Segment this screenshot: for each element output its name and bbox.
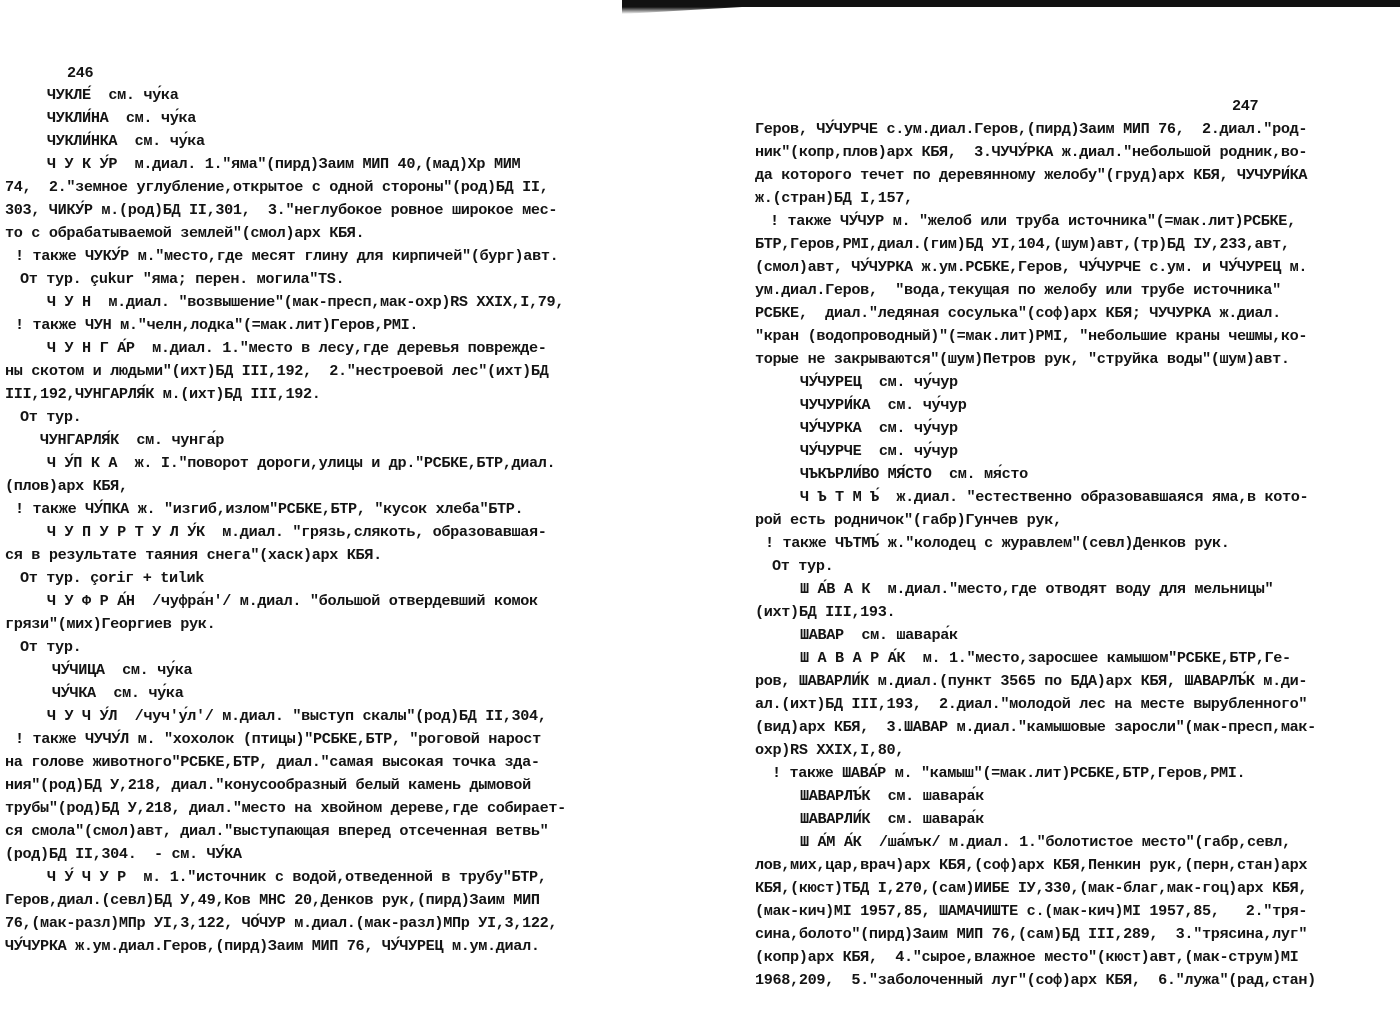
text-line: ! также ЧУКУ́Р м."место,где месят глину для кирпичей"(бург)авт. xyxy=(15,247,559,265)
text-line: Ч У Н м.диал. "возвышение"(мак-пресп,мак-охр)RS XXIX,I,79, xyxy=(47,293,565,311)
text-line: ЧЪКЪРЛИ́ВО МЯ́СТО см. мя́сто xyxy=(800,465,1028,483)
text-line: ния"(род)БД У,218, диал."конусообразный белый камень дымовой xyxy=(5,776,531,794)
text-line: ЧУ́ЧУРКА ж.ум.диал.Геров,(пирд)Заим МИП 76, ЧУ́ЧУРЕЦ м.ум.диал. xyxy=(5,937,540,955)
text-line: Геров,диал.(севл)БД У,49,Ков МНС 20,Денков рук,(пирд)Заим МИП xyxy=(5,891,540,909)
text-line: ЧУЧУРИ́КА см. чу́чур xyxy=(800,396,967,414)
text-line: ров, ШАВАРЛИ́К м.диал.(пункт 3565 по БДА)арх КБЯ, ШАВАРЛЪ́К м.ди- xyxy=(755,672,1308,690)
text-line: ! также ЧУН м."челн,лодка"(=мак.лит)Геров,РМI. xyxy=(15,316,419,334)
text-line: ! также ЧУ́ЧУР м. "желоб или труба источника"(=мак.лит)РСБКЕ, xyxy=(770,212,1296,230)
text-line: Ч Ъ Т М Ъ́ ж.диал. "естественно образовавшаяся яма,в кото- xyxy=(800,488,1309,506)
text-line: грязи"(мих)Георгиев рук. xyxy=(5,615,216,633)
text-line: Ч У́ Ч У Р м. 1."источник с водой,отведенной в трубу"БТР, xyxy=(47,868,547,886)
text-line: (ихт)БД III,193. xyxy=(755,603,896,621)
text-line: ЧУ́ЧКА см. чу́ка xyxy=(52,684,184,702)
text-line: ЧУ́ЧУРКА см. чу́чур xyxy=(800,419,958,437)
text-line: трубы"(род)БД У,218, диал."место на хвойном дереве,где собирает- xyxy=(5,799,566,817)
text-line: то с обрабатываемой землей"(смол)арх КБЯ. xyxy=(5,224,365,242)
page-number-left: 246 xyxy=(67,64,94,82)
text-line: ШАВАРЛИ́К см. шавара́к xyxy=(800,810,985,828)
text-line: сина,болото"(пирд)Заим МИП 76,(сам)БД III,289, 3."трясина,луг" xyxy=(755,925,1308,943)
text-line: КБЯ,(кюст)ТБД I,270,(сам)ИИБЕ IУ,330,(мак-благ,мак-гоц)арх КБЯ, xyxy=(755,879,1308,897)
text-line: 76,(мак-разл)МПр УI,3,122, ЧО́ЧУР м.диал.(мак-разл)МПр УI,3,122, xyxy=(5,914,558,932)
text-line: (смол)авт, ЧУ́ЧУРКА ж.ум.РСБКЕ,Геров, ЧУ́ЧУРЧЕ с.ум. и ЧУ́ЧУРЕЦ м. xyxy=(755,258,1308,276)
text-line: (вид)арх КБЯ, 3.ШАВАР м.диал."камышовые заросли"(мак-пресп,мак- xyxy=(755,718,1316,736)
text-line: ум.диал.Геров, "вода,текущая по желобу или трубе источника" xyxy=(755,281,1281,299)
text-line: ж.(стран)БД I,157, xyxy=(755,189,913,207)
text-line: ! также ЧУ́ПКА ж. "изгиб,излом"РСБКЕ,БТР, "кусок хлеба"БТР. xyxy=(15,500,524,518)
text-line: Ш А́М А́К /ша́мък/ м.диал. 1."болотистое место"(габр,севл, xyxy=(800,833,1291,851)
text-line: Ч У́П К А ж. I."поворот дороги,улицы и др."РСБКЕ,БТР,диал. xyxy=(47,454,556,472)
text-line: ЧУ́ЧУРЧЕ см. чу́чур xyxy=(800,442,958,460)
text-line: ЧУНГАРЛЯ́К см. чунга́р xyxy=(40,431,225,449)
text-line: От тур. xyxy=(20,638,82,656)
text-line: охр)RS XXIX,I,80, xyxy=(755,741,904,759)
left-page xyxy=(0,0,622,955)
text-line: (мак-кич)МI 1957,85, ШАМАЧИШТЕ с.(мак-кич)МI 1957,85, 2."тря- xyxy=(755,902,1308,920)
text-line: ЧУКЛЕ́ см. чу́ка xyxy=(47,86,179,104)
text-line: ЧУКЛИ́НА см. чу́ка xyxy=(47,109,196,127)
text-line: Геров, ЧУ́ЧУРЧЕ с.ум.диал.Геров,(пирд)Заим МИП 76, 2.диал."род- xyxy=(755,120,1308,138)
text-line: ся в результате таяния снега"(хаск)арх КБЯ. xyxy=(5,546,382,564)
text-line: да которого течет по деревянному желобу"(груд)арх КБЯ, ЧУЧУРИ́КА xyxy=(755,166,1308,184)
text-line: Ш А́В А К м.диал."место,где отводят воду для мельницы" xyxy=(800,580,1274,598)
text-line: Ч У К У́Р м.диал. 1."яма"(пирд)Заим МИП 40,(мад)Хр МИМ xyxy=(47,155,521,173)
text-line: (плов)арх КБЯ, xyxy=(5,477,128,495)
text-line: Ш А В А Р А́К м. 1."место,заросшее камышом"РСБКЕ,БТР,Ге- xyxy=(800,649,1291,667)
text-line: Ч У Н Г А́Р м.диал. 1."место в лесу,где деревья поврежде- xyxy=(47,339,547,357)
text-line: 1968,209, 5."заболоченный луг"(соф)арх КБЯ, 6."лужа"(рад,стан) xyxy=(755,971,1316,989)
text-line: 74, 2."земное углубление,открытое с одной стороны"(род)БД II, xyxy=(5,178,549,196)
text-line: "кран (водопроводный)"(=мак.лит)РМI, "небольшие краны чешмы,ко- xyxy=(755,327,1308,345)
text-line: БТР,Геров,РМI,диал.(гим)БД УI,104,(шум)авт,(тр)БД IУ,233,авт, xyxy=(755,235,1290,253)
text-line: ЧУ́ЧУРЕЦ см. чу́чур xyxy=(800,373,958,391)
text-line: Ч У Ч У́Л /чуч'у́л'/ м.диал. "выступ скалы"(род)БД II,304, xyxy=(47,707,547,725)
text-line: От тур. çoriг + tиlиk xyxy=(20,569,205,587)
text-line: Ч У П У Р Т У Л У́К м.диал. "грязь,слякоть, образовавшая- xyxy=(47,523,547,541)
text-line: ал.(ихт)БД III,193, 2.диал."молодой лес на месте вырубленного" xyxy=(755,695,1308,713)
text-line: (род)БД II,304. - см. ЧУ́КА xyxy=(5,845,242,863)
text-line: Ч У Ф Р А́Н /чуфра́н'/ м.диал. "большой отвердевший комок xyxy=(47,592,538,610)
text-line: торые не закрываются"(шум)Петров рук, "струйка воды"(шум)авт. xyxy=(755,350,1290,368)
text-line: ! также ЧЪТМЪ́ ж."колодец с журавлем"(севл)Денков рук. xyxy=(765,534,1230,552)
text-line: (копр)арх КБЯ, 4."сырое,влажное место"(кюст)авт,(мак-струм)МI xyxy=(755,948,1299,966)
text-line: ся смола"(смол)авт, диал."выступающая вперед отсеченная ветвь" xyxy=(5,822,549,840)
text-line: ЧУКЛИ́НКА см. чу́ка xyxy=(47,132,205,150)
text-line: ЧУ́ЧИЦА см. чу́ка xyxy=(52,661,193,679)
text-line: III,192,ЧУНГАРЛЯ́К м.(ихт)БД III,192. xyxy=(5,385,321,403)
page-number-right: 247 xyxy=(1232,97,1259,115)
text-line: РСБКЕ, диал."ледяная сосулька"(соф)арх КБЯ; ЧУЧУРКА ж.диал. xyxy=(755,304,1281,322)
text-line: От тур. xyxy=(772,557,834,575)
text-line: ! также ШАВА́Р м. "камыш"(=мак.лит)РСБКЕ,БТР,Геров,РМI. xyxy=(772,764,1246,782)
text-line: лов,мих,цар,врач)арх КБЯ,(соф)арх КБЯ,Пенкин рук,(перн,стан)арх xyxy=(755,856,1308,874)
text-line: рой есть родничок"(габр)Гунчев рук, xyxy=(755,511,1062,529)
text-line: От тур. xyxy=(20,408,82,426)
text-line: ШАВАРЛЪ́К см. шавара́к xyxy=(800,787,985,805)
text-line: ! также ЧУЧУ́Л м. "хохолок (птицы)"РСБКЕ,БТР, "роговой нарост xyxy=(15,730,541,748)
text-line: на голове животного"РСБКЕ,БТР, диал."самая высокая точка зда- xyxy=(5,753,540,771)
text-line: ник"(копр,плов)арх КБЯ, 3.ЧУЧУ́РКА ж.диал."небольшой родник,во- xyxy=(755,143,1308,161)
text-line: 303, ЧИКУ́Р м.(род)БД II,301, 3."неглубокое ровное широкое мес- xyxy=(5,201,558,219)
text-line: ны скотом и людьми"(ихт)БД III,192, 2."нестроевой лес"(ихт)БД xyxy=(5,362,549,380)
right-page xyxy=(700,0,1400,989)
text-line: От тур. çukur "яма; перен. могила"TS. xyxy=(20,270,345,288)
text-line: ШАВАР см. шавара́к xyxy=(800,626,958,644)
